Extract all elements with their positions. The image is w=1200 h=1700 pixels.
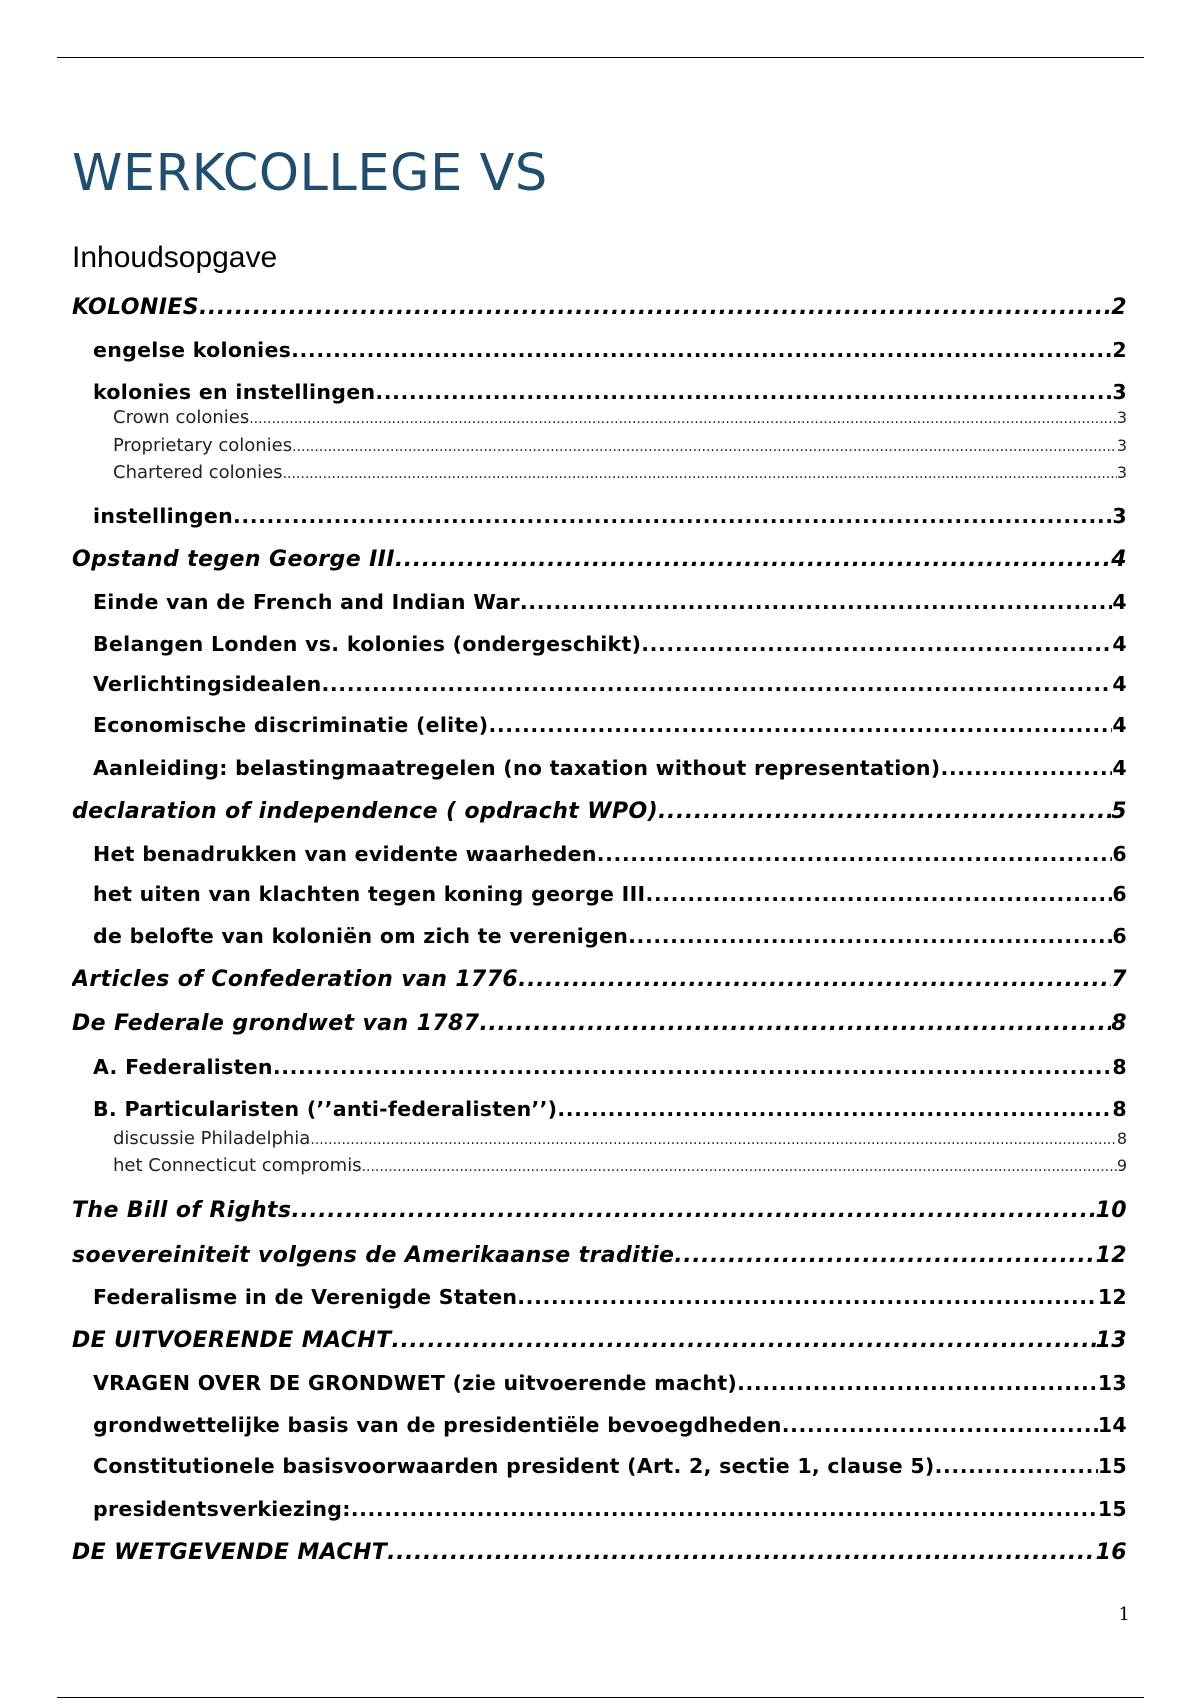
toc-entry-title: declaration of independence ( opdracht WPO) — [72, 799, 659, 824]
toc-entry-page: 8 — [1112, 1097, 1127, 1121]
toc-entry[interactable] — [93, 336, 1127, 364]
toc-leader-dots — [395, 545, 1111, 575]
toc-entry[interactable] — [113, 406, 1127, 430]
toc-entry[interactable] — [93, 630, 1127, 658]
toc-entry[interactable] — [72, 1538, 1127, 1568]
toc-entry-title: presidentsverkiezing: — [93, 1497, 351, 1521]
toc-entry[interactable] — [93, 1452, 1127, 1480]
toc-entry-title: discussie Philadelphia — [113, 1128, 311, 1149]
toc-entry[interactable] — [72, 1241, 1127, 1271]
toc-entry-page: 5 — [1111, 799, 1127, 824]
toc-leader-dots — [658, 797, 1111, 827]
toc-entry-page: 3 — [1116, 436, 1127, 455]
toc-leader-dots — [782, 1411, 1098, 1439]
toc-entry[interactable] — [113, 1154, 1127, 1178]
toc-entry-page: 6 — [1112, 924, 1127, 948]
toc-entry-title: Economische discriminatie (elite) — [93, 713, 489, 737]
toc-entry-title: Crown colonies — [113, 407, 250, 428]
toc-entry-title: The Bill of Rights — [72, 1198, 292, 1223]
toc-entry-page: 4 — [1111, 547, 1127, 572]
toc-leader-dots — [940, 754, 1112, 782]
toc-entry-page: 6 — [1112, 842, 1127, 866]
toc-entry-title: het Connecticut compromis — [113, 1155, 362, 1176]
toc-heading: Inhoudsopgave — [72, 241, 278, 274]
document-title: WERKCOLLEGE VS — [72, 144, 548, 203]
toc-leader-dots — [674, 1241, 1095, 1271]
toc-leader-dots — [283, 462, 1117, 485]
toc-leader-dots — [310, 1128, 1116, 1151]
toc-entry-page: 4 — [1112, 756, 1127, 780]
toc-entry-page: 2 — [1111, 295, 1127, 320]
toc-entry-title: DE UITVOERENDE MACHT — [72, 1328, 392, 1353]
toc-entry[interactable] — [113, 1127, 1127, 1151]
toc-leader-dots — [351, 1495, 1098, 1523]
toc-entry-title: Federalisme in de Verenigde Staten — [93, 1285, 518, 1309]
toc-entry[interactable] — [72, 1326, 1127, 1356]
toc-entry[interactable] — [72, 1196, 1127, 1226]
toc-entry-title: grondwettelijke basis van de presidentiële bevoegdheden — [93, 1413, 782, 1437]
toc-entry[interactable] — [93, 670, 1127, 698]
header-rule — [57, 57, 1144, 58]
toc-entry-page: 8 — [1111, 1011, 1127, 1036]
toc-entry-title: Chartered colonies — [113, 462, 283, 483]
toc-entry[interactable] — [93, 1411, 1127, 1439]
toc-leader-dots — [488, 711, 1112, 739]
toc-entry[interactable] — [93, 502, 1127, 530]
toc-entry-page: 6 — [1112, 882, 1127, 906]
toc-entry-page: 3 — [1112, 380, 1127, 404]
toc-entry-title: Opstand tegen George III — [72, 547, 395, 572]
toc-leader-dots — [362, 1155, 1117, 1178]
toc-entry[interactable] — [72, 797, 1127, 827]
toc-entry[interactable] — [93, 1283, 1127, 1311]
toc-leader-dots — [291, 336, 1112, 364]
toc-entry-page: 13 — [1097, 1371, 1127, 1395]
toc-entry-title: DE WETGEVENDE MACHT — [72, 1540, 388, 1565]
toc-entry-page: 4 — [1112, 590, 1127, 614]
toc-leader-dots — [375, 378, 1112, 406]
toc-entry[interactable] — [72, 1009, 1127, 1039]
toc-entry-title: VRAGEN OVER DE GRONDWET (zie uitvoerende macht) — [93, 1371, 738, 1395]
toc-entry-page: 3 — [1116, 463, 1127, 482]
toc-entry[interactable] — [72, 545, 1127, 575]
toc-leader-dots — [935, 1452, 1098, 1480]
toc-entry-title: instellingen — [93, 504, 233, 528]
toc-entry-page: 15 — [1097, 1454, 1127, 1478]
toc-entry-title: KOLONIES — [72, 295, 199, 320]
toc-entry-page: 8 — [1112, 1055, 1127, 1079]
toc-leader-dots — [322, 670, 1113, 698]
toc-entry-page: 4 — [1112, 632, 1127, 656]
toc-entry-page: 2 — [1112, 338, 1127, 362]
toc-entry-page: 3 — [1116, 408, 1127, 427]
toc-leader-dots — [479, 1009, 1111, 1039]
toc-entry-title: Proprietary colonies — [113, 435, 293, 456]
toc-leader-dots — [292, 435, 1117, 458]
toc-leader-dots — [199, 293, 1111, 323]
toc-entry-page: 4 — [1112, 713, 1127, 737]
toc-leader-dots — [628, 922, 1112, 950]
toc-entry-title: Aanleiding: belastingmaatregelen (no taxation without representation) — [93, 756, 941, 780]
toc-entry-title: Verlichtingsidealen — [93, 672, 322, 696]
toc-entry-title: A. Federalisten — [93, 1055, 273, 1079]
toc-leader-dots — [291, 1196, 1095, 1226]
toc-entry-title: het uiten van klachten tegen koning george III — [93, 882, 646, 906]
toc-entry-title: soevereiniteit volgens de Amerikaanse traditie — [72, 1243, 675, 1268]
toc-entry-title: engelse kolonies — [93, 338, 292, 362]
toc-leader-dots — [518, 965, 1111, 995]
toc-entry[interactable] — [93, 880, 1127, 908]
toc-entry-title: Het benadrukken van evidente waarheden — [93, 842, 597, 866]
toc-entry-page: 10 — [1095, 1198, 1127, 1223]
toc-entry[interactable] — [93, 1495, 1127, 1523]
toc-entry-title: B. Particularisten (’’anti-federalisten’’) — [93, 1097, 558, 1121]
toc-entry[interactable] — [113, 461, 1127, 485]
toc-entry-page: 9 — [1116, 1156, 1127, 1175]
toc-leader-dots — [233, 502, 1112, 530]
toc-entry-title: De Federale grondwet van 1787 — [72, 1011, 480, 1036]
toc-entry-page: 3 — [1112, 504, 1127, 528]
toc-leader-dots — [273, 1053, 1113, 1081]
toc-leader-dots — [597, 840, 1113, 868]
toc-leader-dots — [737, 1369, 1098, 1397]
toc-entry-title: kolonies en instellingen — [93, 380, 376, 404]
toc-entry[interactable] — [93, 711, 1127, 739]
toc-entry-title: de belofte van koloniën om zich te verenigen — [93, 924, 629, 948]
toc-entry[interactable] — [93, 754, 1127, 782]
toc-entry[interactable] — [72, 293, 1127, 323]
footer-rule — [57, 1697, 1144, 1698]
toc-entry[interactable] — [93, 840, 1127, 868]
toc-entry-page: 12 — [1095, 1243, 1127, 1268]
toc-entry-page: 8 — [1116, 1129, 1127, 1148]
toc-entry-title: Belangen Londen vs. kolonies (ondergeschikt) — [93, 632, 642, 656]
toc-entry-page: 15 — [1097, 1497, 1127, 1521]
toc-entry-title: Articles of Confederation van 1776 — [72, 967, 519, 992]
toc-leader-dots — [641, 630, 1112, 658]
toc-entry[interactable] — [93, 1053, 1127, 1081]
toc-leader-dots — [557, 1095, 1112, 1123]
toc-leader-dots — [517, 1283, 1098, 1311]
toc-entry-page: 12 — [1097, 1285, 1127, 1309]
toc-entry-title: Constitutionele basisvoorwaarden president (Art. 2, sectie 1, clause 5) — [93, 1454, 935, 1478]
toc-entry[interactable] — [93, 378, 1127, 406]
toc-leader-dots — [392, 1326, 1096, 1356]
toc-entry-page: 14 — [1097, 1413, 1127, 1437]
toc-entry[interactable] — [113, 434, 1127, 458]
toc-entry[interactable] — [93, 588, 1127, 616]
toc-entry-page: 7 — [1111, 967, 1127, 992]
toc-leader-dots — [645, 880, 1112, 908]
page-number: 1 — [1118, 1604, 1130, 1625]
toc-leader-dots — [249, 407, 1117, 430]
toc-entry-page: 16 — [1095, 1540, 1127, 1565]
toc-entry-page: 4 — [1112, 672, 1127, 696]
toc-entry[interactable] — [93, 922, 1127, 950]
toc-entry[interactable] — [93, 1369, 1127, 1397]
toc-entry-page: 13 — [1095, 1328, 1127, 1353]
toc-entry[interactable] — [93, 1095, 1127, 1123]
toc-leader-dots — [387, 1538, 1095, 1568]
toc-entry-title: Einde van de French and Indian War — [93, 590, 520, 614]
toc-entry[interactable] — [72, 965, 1127, 995]
toc-leader-dots — [520, 588, 1113, 616]
